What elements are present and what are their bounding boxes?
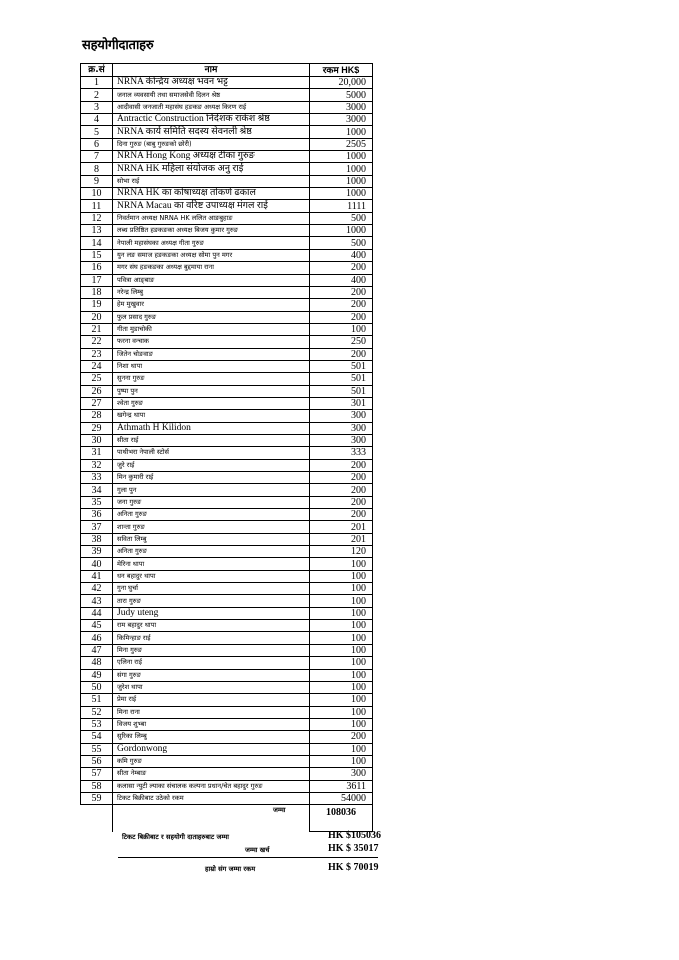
row-name: जनाल व्यवसायी तथा समाजसेवी दिलन श्रेष्ठ [113, 89, 310, 101]
row-sn: 34 [81, 484, 113, 496]
table-row [81, 509, 373, 521]
row-name: NRNA HK का कोषाध्यक्ष तोकर्ण ढकाल [113, 188, 310, 200]
row-name: हेम मुखुवार [113, 299, 310, 311]
row-name: खगेन्द्र थापा [113, 410, 310, 422]
table-row [81, 755, 373, 767]
row-amount: 100 [310, 755, 373, 767]
row-sn: 48 [81, 657, 113, 669]
table-row [81, 237, 373, 249]
row-sn: 45 [81, 620, 113, 632]
row-amount: 200 [310, 496, 373, 508]
row-sn: 39 [81, 546, 113, 558]
row-sn: 13 [81, 225, 113, 237]
table-row [81, 434, 373, 446]
row-sn: 30 [81, 434, 113, 446]
total-blank-cell [81, 805, 113, 832]
row-name: सोभा राई [113, 175, 310, 187]
column-header-sn: क्र.सं [81, 64, 113, 77]
table-row [81, 397, 373, 409]
column-header-name: नाम [113, 64, 310, 77]
table-row [81, 188, 373, 200]
row-name: सविता लिम्बु [113, 533, 310, 545]
table-row [81, 311, 373, 323]
row-amount: 3611 [310, 780, 373, 792]
row-amount: 200 [310, 484, 373, 496]
table-row [81, 496, 373, 508]
table-row [81, 410, 373, 422]
row-amount: 100 [310, 657, 373, 669]
row-name: अनिता गुरुङ [113, 509, 310, 521]
row-amount: 301 [310, 397, 373, 409]
summary-income-label: टिकट बिक्रीबाट र सहयोगी दाताहरुबाट जम्मा [122, 833, 229, 841]
row-name: प्रेमा राई [113, 694, 310, 706]
table-row [81, 274, 373, 286]
row-sn: 47 [81, 644, 113, 656]
row-name: कमि गुरुङ [113, 755, 310, 767]
row-sn: 37 [81, 521, 113, 533]
row-name: एलिना राई [113, 657, 310, 669]
row-sn: 28 [81, 410, 113, 422]
row-amount: 1000 [310, 175, 373, 187]
row-name: NRNA Macau का वरिष्ट उपाध्यक्ष मंगल राई [113, 200, 310, 212]
row-amount: 500 [310, 212, 373, 224]
row-name: आदीवासी जनजाती महासंघ हङकङ अध्यक्ष किरण राई [113, 101, 310, 113]
table-row [81, 780, 373, 792]
table-row [81, 768, 373, 780]
row-name: पवित्रा आङ्बाङ [113, 274, 310, 286]
row-amount: 100 [310, 718, 373, 730]
row-amount: 501 [310, 360, 373, 372]
row-amount: 200 [310, 299, 373, 311]
row-sn: 36 [81, 509, 113, 521]
row-sn: 56 [81, 755, 113, 767]
table-row [81, 385, 373, 397]
row-name: गुला पुन [113, 484, 310, 496]
row-amount: 100 [310, 644, 373, 656]
row-amount: 1000 [310, 188, 373, 200]
row-amount: 333 [310, 447, 373, 459]
table-row [81, 669, 373, 681]
row-name: सीता राई [113, 434, 310, 446]
table-row [81, 151, 373, 163]
row-amount: 200 [310, 472, 373, 484]
row-sn: 52 [81, 706, 113, 718]
row-sn: 5 [81, 126, 113, 138]
row-name: जना गुरुङ [113, 496, 310, 508]
table-row [81, 521, 373, 533]
table-row [81, 546, 373, 558]
row-amount: 3000 [310, 101, 373, 113]
row-amount: 300 [310, 768, 373, 780]
table-row [81, 373, 373, 385]
row-sn: 31 [81, 447, 113, 459]
summary-divider [118, 857, 378, 858]
row-sn: 44 [81, 607, 113, 619]
total-row [81, 805, 373, 832]
row-amount: 100 [310, 607, 373, 619]
table-row [81, 595, 373, 607]
row-name: कलासा न्युटी ल्याका संचालक कल्पना प्रधान/चेत बहादुर गुरुङ [113, 780, 310, 792]
row-amount: 500 [310, 237, 373, 249]
row-sn: 18 [81, 286, 113, 298]
row-sn: 38 [81, 533, 113, 545]
table-row [81, 212, 373, 224]
row-name: सुनना गुरुङ [113, 373, 310, 385]
row-sn: 42 [81, 583, 113, 595]
row-sn: 57 [81, 768, 113, 780]
row-amount: 200 [310, 459, 373, 471]
table-row [81, 792, 373, 804]
row-amount: 100 [310, 583, 373, 595]
row-sn: 11 [81, 200, 113, 212]
row-sn: 22 [81, 336, 113, 348]
row-sn: 16 [81, 262, 113, 274]
table-row [81, 175, 373, 187]
row-name: NRNA HK महिला संयोजक अनु राई [113, 163, 310, 175]
row-name: जुरेश थापा [113, 681, 310, 693]
row-name: फरना वन्चाक [113, 336, 310, 348]
row-name: पाथीभरा नेपाली स्टोर्स [113, 447, 310, 459]
table-row [81, 299, 373, 311]
row-amount: 100 [310, 743, 373, 755]
row-amount: 100 [310, 669, 373, 681]
row-sn: 10 [81, 188, 113, 200]
row-name: सीता नेम्बाङ [113, 768, 310, 780]
row-amount: 250 [310, 336, 373, 348]
row-amount: 200 [310, 348, 373, 360]
summary-balance-label: हाम्रो संग जम्मा रकम [205, 865, 256, 873]
row-name: जितेन चोङवाङ [113, 348, 310, 360]
row-sn: 15 [81, 249, 113, 261]
total-label: जम्मा [113, 805, 310, 832]
table-row [81, 681, 373, 693]
row-amount: 100 [310, 632, 373, 644]
total-amount: 108036 [310, 805, 373, 832]
row-name: मेरिना थापा [113, 558, 310, 570]
table-row [81, 607, 373, 619]
row-name: Antractic Construction निर्देशक राकेश श्रेष्ठ [113, 114, 310, 126]
row-amount: 200 [310, 311, 373, 323]
row-name: शान्ता गुरुङ [113, 521, 310, 533]
row-name: राम बहादुर थापा [113, 620, 310, 632]
row-name: विजय शुभ्बा [113, 718, 310, 730]
row-name: नेपाली महासंघका अध्यक्ष गीता गुरुङ [113, 237, 310, 249]
table-row [81, 249, 373, 261]
row-sn: 35 [81, 496, 113, 508]
table-row [81, 422, 373, 434]
row-name: श्वेता गुरुङ [113, 397, 310, 409]
table-row [81, 743, 373, 755]
row-name: निवर्तमान अध्यक्ष NRNA HK ललित आङबुहाङ [113, 212, 310, 224]
table-row [81, 126, 373, 138]
row-sn: 2 [81, 89, 113, 101]
row-name: फुल प्रसाद गुरुङ [113, 311, 310, 323]
row-name: नरेन्द्र लिम्बु [113, 286, 310, 298]
row-sn: 20 [81, 311, 113, 323]
table-row [81, 348, 373, 360]
row-amount: 100 [310, 558, 373, 570]
summary-expense-label: जम्मा खर्च [245, 846, 270, 854]
table-row [81, 360, 373, 372]
row-amount: 2505 [310, 138, 373, 150]
row-name: मिन कुमारी राई [113, 472, 310, 484]
table-row [81, 620, 373, 632]
row-sn: 43 [81, 595, 113, 607]
row-name: गुना घुर्चा [113, 583, 310, 595]
row-sn: 3 [81, 101, 113, 113]
row-amount: 100 [310, 620, 373, 632]
row-amount: 100 [310, 323, 373, 335]
row-sn: 58 [81, 780, 113, 792]
page-heading: सहयोगीदाताहरु [82, 38, 154, 53]
table-row [81, 706, 373, 718]
row-name: निशा थापा [113, 360, 310, 372]
row-name: संगा गुरुङ [113, 669, 310, 681]
row-amount: 1000 [310, 225, 373, 237]
table-body [81, 77, 373, 805]
table-header-row [81, 64, 373, 77]
table-row [81, 583, 373, 595]
table-row [81, 718, 373, 730]
row-amount: 100 [310, 595, 373, 607]
row-amount: 100 [310, 681, 373, 693]
table-row [81, 77, 373, 89]
row-amount: 300 [310, 434, 373, 446]
row-amount: 400 [310, 249, 373, 261]
row-sn: 54 [81, 731, 113, 743]
row-amount: 20,000 [310, 77, 373, 89]
table-row [81, 459, 373, 471]
row-amount: 100 [310, 570, 373, 582]
row-sn: 26 [81, 385, 113, 397]
row-amount: 1111 [310, 200, 373, 212]
row-amount: 5000 [310, 89, 373, 101]
row-amount: 200 [310, 286, 373, 298]
row-amount: 200 [310, 262, 373, 274]
row-sn: 1 [81, 77, 113, 89]
row-name: टिकट बिक्रीबाट उठेको रकम [113, 792, 310, 804]
row-name: सुरिका लिम्बु [113, 731, 310, 743]
row-sn: 41 [81, 570, 113, 582]
row-sn: 59 [81, 792, 113, 804]
row-amount: 3000 [310, 114, 373, 126]
row-amount: 1000 [310, 151, 373, 163]
row-amount: 200 [310, 731, 373, 743]
row-sn: 53 [81, 718, 113, 730]
row-amount: 100 [310, 694, 373, 706]
row-name: दिना गुरुङ (बाबु गुरुङको छोरी) [113, 138, 310, 150]
row-sn: 33 [81, 472, 113, 484]
row-sn: 24 [81, 360, 113, 372]
row-sn: 4 [81, 114, 113, 126]
row-sn: 19 [81, 299, 113, 311]
row-name: गीता मुडाचोकी [113, 323, 310, 335]
summary-balance-value: HK $ 70019 [328, 862, 379, 873]
table-row [81, 262, 373, 274]
row-name: NRNA Hong Kong अध्यक्ष टीका गुरुङ [113, 151, 310, 163]
row-name: NRNA कार्य समिति सदस्य सेवनली श्रेष्ठ [113, 126, 310, 138]
row-sn: 29 [81, 422, 113, 434]
table-row [81, 114, 373, 126]
row-amount: 200 [310, 509, 373, 521]
summary-expense-value: HK $ 35017 [328, 843, 379, 854]
table-row [81, 89, 373, 101]
table-row [81, 447, 373, 459]
row-sn: 51 [81, 694, 113, 706]
row-sn: 40 [81, 558, 113, 570]
row-name: युन लङ समाज हङकङका अध्यक्ष सोमा पुन मगर [113, 249, 310, 261]
table-row [81, 632, 373, 644]
row-sn: 55 [81, 743, 113, 755]
row-sn: 46 [81, 632, 113, 644]
donor-table [80, 63, 373, 832]
row-amount: 300 [310, 410, 373, 422]
row-amount: 1000 [310, 163, 373, 175]
row-name: धन बहादुर थापा [113, 570, 310, 582]
row-sn: 27 [81, 397, 113, 409]
row-amount: 300 [310, 422, 373, 434]
row-amount: 100 [310, 706, 373, 718]
row-sn: 32 [81, 459, 113, 471]
row-name: Gordonwong [113, 743, 310, 755]
row-sn: 50 [81, 681, 113, 693]
table-row [81, 694, 373, 706]
row-sn: 12 [81, 212, 113, 224]
table-row [81, 484, 373, 496]
row-sn: 6 [81, 138, 113, 150]
summary-income-value: HK $105036 [328, 830, 382, 841]
row-sn: 23 [81, 348, 113, 360]
row-sn: 8 [81, 163, 113, 175]
row-name: किमिन्हाङ राई [113, 632, 310, 644]
table-row [81, 533, 373, 545]
row-sn: 14 [81, 237, 113, 249]
row-sn: 9 [81, 175, 113, 187]
row-amount: 501 [310, 385, 373, 397]
table-row [81, 286, 373, 298]
table-row [81, 570, 373, 582]
table-row [81, 336, 373, 348]
row-name: तारा गुरुङ [113, 595, 310, 607]
table-row [81, 731, 373, 743]
row-amount: 400 [310, 274, 373, 286]
table-row [81, 225, 373, 237]
row-name: मिना गुरुङ [113, 644, 310, 656]
table-row [81, 200, 373, 212]
row-name: Judy uteng [113, 607, 310, 619]
table-row [81, 657, 373, 669]
row-amount: 201 [310, 533, 373, 545]
row-name: अनिता गुरुङ [113, 546, 310, 558]
row-name: मिना राना [113, 706, 310, 718]
row-sn: 25 [81, 373, 113, 385]
row-amount: 120 [310, 546, 373, 558]
column-header-amount: रकम HK$ [310, 64, 373, 77]
row-sn: 7 [81, 151, 113, 163]
row-name: Athmath H Kilidon [113, 422, 310, 434]
row-amount: 201 [310, 521, 373, 533]
row-sn: 21 [81, 323, 113, 335]
table-row [81, 472, 373, 484]
table-row [81, 644, 373, 656]
row-amount: 54000 [310, 792, 373, 804]
row-name: पुष्पा पुन [113, 385, 310, 397]
row-amount: 501 [310, 373, 373, 385]
row-sn: 49 [81, 669, 113, 681]
row-sn: 17 [81, 274, 113, 286]
row-name: लब्ध प्रतिष्ठित हङकङका अध्यक्ष बिजय कुमार गुरुङ [113, 225, 310, 237]
row-name: जुरे राई [113, 459, 310, 471]
row-name: NRNA केन्द्रिय अध्यक्ष भवन भट्ट [113, 77, 310, 89]
table-row [81, 101, 373, 113]
table-row [81, 138, 373, 150]
row-amount: 1000 [310, 126, 373, 138]
table-row [81, 163, 373, 175]
row-name: मगर संघ हङकङका अध्यक्ष बुद्दमाया राना [113, 262, 310, 274]
table-row [81, 323, 373, 335]
table-row [81, 558, 373, 570]
